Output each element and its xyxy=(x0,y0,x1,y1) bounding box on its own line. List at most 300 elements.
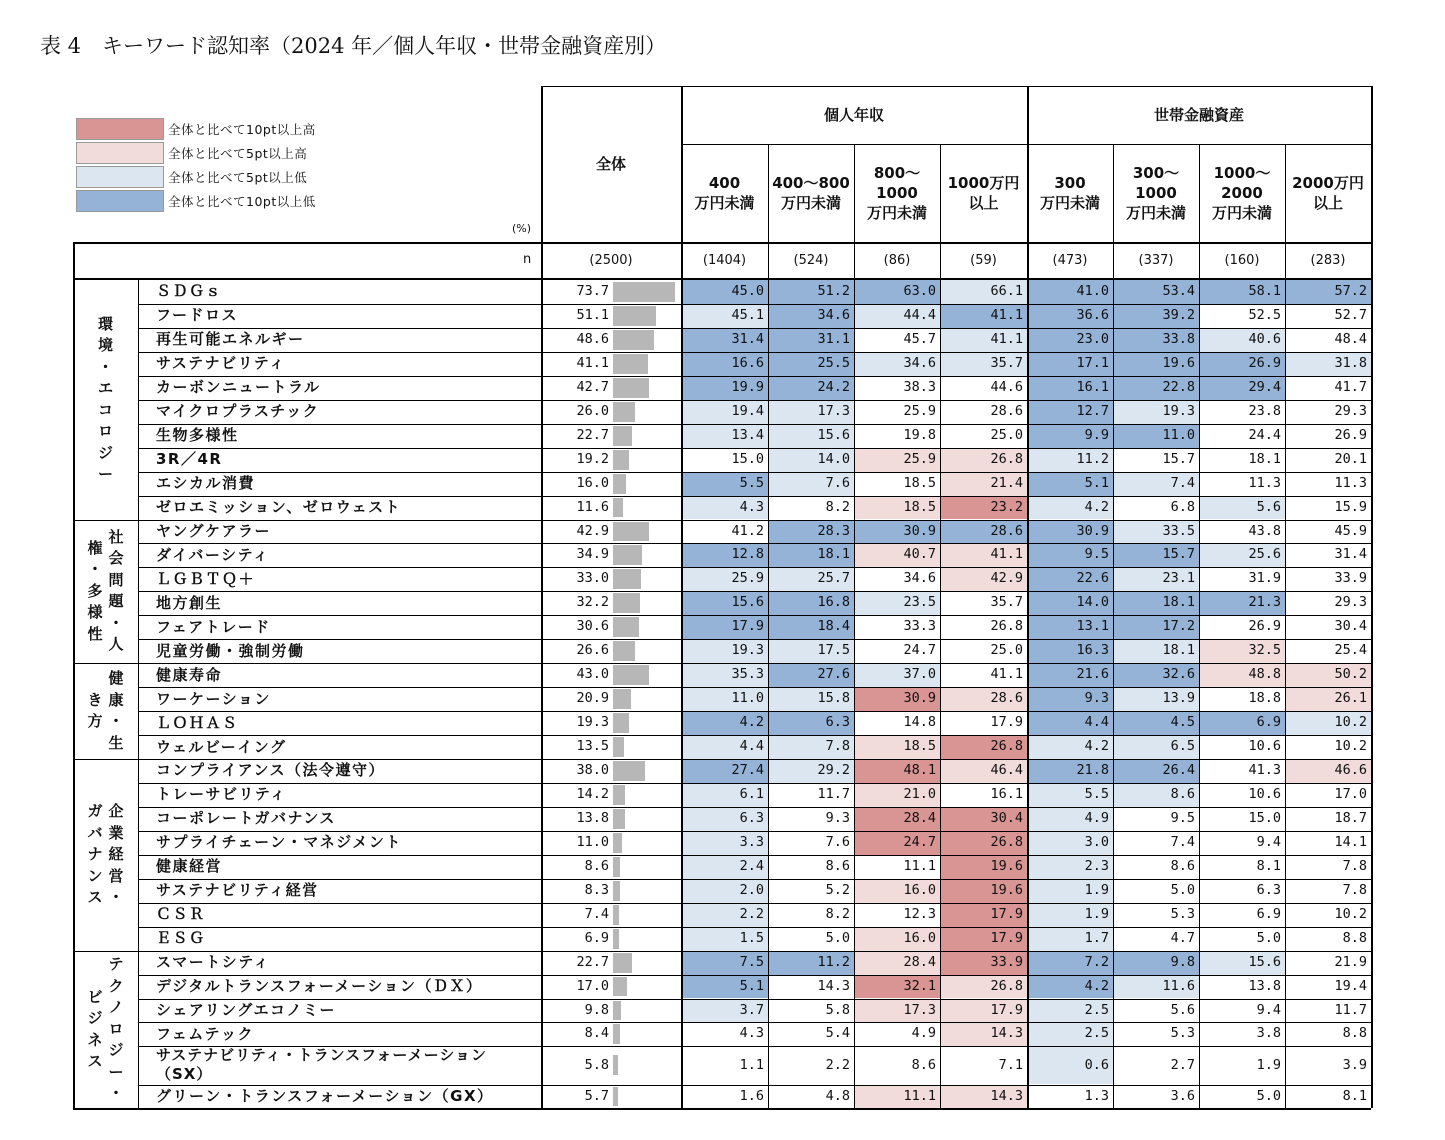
column-header-total: 全体 xyxy=(595,155,626,173)
legend-label: 全体と比べて10pt以上高 xyxy=(168,122,316,137)
value-cell: 26.8 xyxy=(940,735,1027,759)
total-value: 8.3 xyxy=(584,881,609,898)
category-char: 環 xyxy=(97,314,113,333)
column-header-line: 2000万円 xyxy=(1292,174,1364,192)
value-cell: 5.3 xyxy=(1170,1025,1195,1042)
total-bar xyxy=(613,1055,618,1075)
value-cell: 4.9 xyxy=(1027,807,1113,831)
category-char: コ xyxy=(97,400,113,419)
category-char: 康 xyxy=(108,690,124,709)
total-value: 17.0 xyxy=(576,977,609,994)
value-cell: 10.2 xyxy=(1334,905,1367,922)
value-cell: 13.8 xyxy=(1248,977,1281,994)
category-char: ガ xyxy=(87,802,103,821)
value-cell: 26.8 xyxy=(990,618,1023,635)
value-cell: 29.4 xyxy=(1199,376,1285,400)
column-header xyxy=(681,144,768,242)
keyword-label: ウェルビーイング xyxy=(156,737,287,756)
total-value: 11.6 xyxy=(576,498,609,515)
grid-line xyxy=(138,975,1371,976)
column-header xyxy=(1027,144,1113,242)
total-value: 13.8 xyxy=(576,809,609,826)
value-cell: 2.0 xyxy=(681,879,768,903)
column-header-line: 万円未満 xyxy=(780,194,841,212)
value-cell: 8.6 xyxy=(911,1057,936,1074)
value-cell: 58.1 xyxy=(1199,280,1285,304)
value-cell: 12.7 xyxy=(1027,400,1113,424)
grid-line xyxy=(138,278,139,1108)
column-header xyxy=(768,144,854,242)
value-cell: 41.2 xyxy=(731,522,764,539)
value-cell: 6.9 xyxy=(1199,711,1285,735)
value-cell: 35.7 xyxy=(990,594,1023,611)
n-label: n xyxy=(523,252,532,267)
value-cell: 37.0 xyxy=(854,663,940,687)
value-cell: 9.3 xyxy=(1027,687,1113,711)
value-cell: 17.9 xyxy=(940,999,1027,1023)
value-cell: 33.9 xyxy=(1334,570,1367,587)
value-cell: 39.2 xyxy=(1113,304,1199,328)
category-char: ナ xyxy=(87,845,103,864)
category-char: 営 xyxy=(108,866,124,885)
value-cell: 19.9 xyxy=(681,376,768,400)
value-cell: 19.3 xyxy=(1113,400,1199,424)
legend-item xyxy=(76,166,307,188)
keyword-label: マイクロプラスチック xyxy=(156,402,320,421)
total-value: 73.7 xyxy=(576,283,609,299)
category-char: テ xyxy=(108,955,124,974)
value-cell: 4.2 xyxy=(1027,496,1113,520)
grid-line xyxy=(138,1022,1371,1023)
total-bar xyxy=(613,929,619,949)
category-char: 企 xyxy=(108,802,124,821)
keyword-label: フェムテック xyxy=(156,1024,254,1043)
category-char: ー xyxy=(97,465,113,484)
value-cell: 16.8 xyxy=(768,591,854,615)
value-cell: 28.3 xyxy=(768,520,854,544)
value-cell: 41.1 xyxy=(990,666,1023,683)
keyword-label: フェアトレード xyxy=(156,617,271,636)
value-cell: 19.6 xyxy=(940,855,1027,879)
value-cell: 23.1 xyxy=(1113,567,1199,591)
group-header: 個人年収 xyxy=(823,106,884,124)
value-cell: 4.4 xyxy=(1027,711,1113,735)
keyword-label: コーポレートガバナンス xyxy=(156,809,336,828)
total-value: 34.9 xyxy=(576,546,609,563)
grid-line xyxy=(73,278,1371,280)
column-header xyxy=(854,144,940,242)
value-cell: 8.6 xyxy=(825,857,850,874)
value-cell: 15.8 xyxy=(768,687,854,711)
value-cell: 24.7 xyxy=(854,831,940,855)
total-bar xyxy=(613,761,645,781)
column-header-line: 400 xyxy=(708,174,741,192)
category-char: ロ xyxy=(97,422,113,441)
grid-line xyxy=(854,144,855,1108)
sample-size: (59) xyxy=(970,252,997,268)
total-value: 41.1 xyxy=(576,354,609,371)
total-bar xyxy=(613,641,635,661)
column-header-line: 万円未満 xyxy=(1125,204,1186,222)
category-label xyxy=(73,951,138,1109)
total-bar xyxy=(613,282,675,302)
category-label-column xyxy=(109,801,124,909)
keyword-label: 健康経営 xyxy=(156,857,223,876)
category-char: 性 xyxy=(87,624,103,643)
sample-size: (524) xyxy=(793,252,829,268)
value-cell: 22.8 xyxy=(1113,376,1199,400)
value-cell: 30.9 xyxy=(854,687,940,711)
value-cell: 45.1 xyxy=(681,304,768,328)
value-cell: 22.6 xyxy=(1027,567,1113,591)
value-cell: 21.6 xyxy=(1027,663,1113,687)
value-cell: 41.1 xyxy=(940,543,1027,567)
keyword-label: ＬＯＨＡＳ xyxy=(156,713,239,732)
value-cell: 6.3 xyxy=(1256,881,1281,898)
category-char: エ xyxy=(97,379,113,398)
category-label xyxy=(73,663,138,759)
keyword-label: サプライチェーン・マネジメント xyxy=(156,833,402,852)
column-header-line: 300 xyxy=(1054,174,1086,192)
value-cell: 9.5 xyxy=(1170,809,1195,826)
column-header-line: 1000 xyxy=(1135,184,1177,202)
value-cell: 8.1 xyxy=(1256,857,1281,874)
value-cell: 3.0 xyxy=(1027,831,1113,855)
value-cell: 19.6 xyxy=(1113,352,1199,376)
grid-line xyxy=(138,831,1371,832)
category-char: 会 xyxy=(108,549,124,568)
value-cell: 25.9 xyxy=(681,567,768,591)
value-cell: 1.9 xyxy=(1256,1057,1281,1074)
category-char: 問 xyxy=(108,570,124,589)
sample-size: (473) xyxy=(1052,252,1088,268)
value-cell: 16.1 xyxy=(990,785,1023,802)
grid-line xyxy=(138,999,1371,1000)
value-cell: 28.6 xyxy=(990,402,1023,419)
total-bar xyxy=(613,785,625,805)
total-value: 16.0 xyxy=(576,474,609,491)
value-cell: 4.8 xyxy=(825,1087,850,1104)
keyword-label: 地方創生 xyxy=(156,593,223,612)
value-cell: 15.7 xyxy=(1162,450,1195,467)
grid-line xyxy=(541,86,543,1108)
unit-label: (%) xyxy=(512,222,532,235)
total-bar xyxy=(613,617,639,637)
value-cell: 27.6 xyxy=(768,663,854,687)
category-label-column xyxy=(109,668,124,754)
category-char: ロ xyxy=(108,1019,124,1038)
value-cell: 6.3 xyxy=(768,711,854,735)
keyword-label: エシカル消費 xyxy=(156,474,256,493)
value-cell: 5.1 xyxy=(1027,472,1113,496)
value-cell: 29.3 xyxy=(1334,402,1367,419)
grid-line xyxy=(940,144,941,1108)
value-cell: 10.2 xyxy=(1285,711,1371,735)
value-cell: 25.6 xyxy=(1199,543,1285,567)
grid-line xyxy=(138,304,1371,305)
value-cell: 30.4 xyxy=(940,807,1027,831)
sample-size: (337) xyxy=(1138,252,1174,268)
grid-line xyxy=(138,735,1371,736)
legend-swatch xyxy=(76,166,164,188)
value-cell: 7.8 xyxy=(1342,857,1367,874)
grid-line xyxy=(681,144,1371,145)
total-value: 22.7 xyxy=(576,953,609,970)
column-header-line: 万円未満 xyxy=(866,204,927,222)
sample-size: (160) xyxy=(1224,252,1260,268)
value-cell: 19.4 xyxy=(1334,977,1367,994)
value-cell: 11.1 xyxy=(854,1085,940,1109)
total-bar xyxy=(613,378,649,398)
value-cell: 10.6 xyxy=(1248,785,1281,802)
value-cell: 15.6 xyxy=(1199,951,1285,975)
value-cell: 0.6 xyxy=(1027,1046,1113,1084)
value-cell: 15.6 xyxy=(681,591,768,615)
value-cell: 1.9 xyxy=(1027,879,1113,903)
grid-line xyxy=(138,1046,1371,1047)
value-cell: 16.1 xyxy=(1027,376,1113,400)
value-cell: 63.0 xyxy=(854,280,940,304)
column-header-line: 万円未満 xyxy=(694,194,755,212)
value-cell: 30.9 xyxy=(854,520,940,544)
value-cell: 14.3 xyxy=(940,1022,1027,1046)
total-bar xyxy=(613,833,622,853)
category-char: 様 xyxy=(87,603,103,622)
column-header-line: 300～ xyxy=(1132,164,1180,182)
total-bar xyxy=(613,953,632,973)
value-cell: 13.4 xyxy=(681,424,768,448)
value-cell: 29.3 xyxy=(1334,594,1367,611)
total-bar xyxy=(613,713,629,733)
value-cell: 6.3 xyxy=(681,807,768,831)
grid-line xyxy=(138,543,1371,544)
value-cell: 18.1 xyxy=(1113,639,1199,663)
value-cell: 2.7 xyxy=(1170,1057,1195,1074)
value-cell: 41.3 xyxy=(1248,762,1281,778)
value-cell: 3.9 xyxy=(1342,1057,1367,1074)
value-cell: 17.9 xyxy=(681,615,768,639)
sample-size: (2500) xyxy=(589,252,633,268)
category-char: 境 xyxy=(97,336,113,355)
value-cell: 15.6 xyxy=(768,424,854,448)
legend-item xyxy=(76,142,307,164)
total-value: 9.8 xyxy=(584,1001,609,1018)
value-cell: 31.4 xyxy=(681,328,768,352)
grid-line xyxy=(73,663,1371,664)
value-cell: 28.4 xyxy=(854,807,940,831)
value-cell: 19.4 xyxy=(681,400,768,424)
value-cell: 9.3 xyxy=(825,809,850,826)
value-cell: 14.8 xyxy=(903,714,936,731)
total-bar xyxy=(613,354,648,374)
value-cell: 16.0 xyxy=(854,927,940,951)
column-header-line: 1000 xyxy=(876,184,918,202)
category-char: 題 xyxy=(108,592,124,611)
grid-line xyxy=(138,496,1371,497)
value-cell: 12.3 xyxy=(903,905,936,922)
value-cell: 18.5 xyxy=(854,735,940,759)
category-label-column xyxy=(87,987,102,1073)
total-value: 42.7 xyxy=(576,378,609,395)
keyword-label: ＥＳＧ xyxy=(156,929,206,948)
category-char: ン xyxy=(87,866,103,885)
grid-line xyxy=(73,242,1371,244)
category-label-column xyxy=(109,527,124,656)
value-cell: 17.9 xyxy=(940,903,1027,927)
total-value: 14.2 xyxy=(576,785,609,802)
value-cell: 45.9 xyxy=(1334,522,1367,539)
value-cell: 48.4 xyxy=(1334,330,1367,347)
grid-line xyxy=(138,783,1371,784)
value-cell: 4.3 xyxy=(681,496,768,520)
category-char: ・ xyxy=(108,613,124,632)
column-header-line: 2000 xyxy=(1221,184,1263,202)
value-cell: 9.5 xyxy=(1027,543,1113,567)
value-cell: 33.8 xyxy=(1113,328,1199,352)
value-cell: 21.0 xyxy=(854,783,940,807)
grid-line xyxy=(138,448,1371,449)
grid-line xyxy=(138,687,1371,688)
grid-line xyxy=(541,86,1371,87)
value-cell: 6.8 xyxy=(1170,498,1195,515)
value-cell: 31.8 xyxy=(1285,352,1371,376)
value-cell: 32.5 xyxy=(1199,639,1285,663)
total-bar xyxy=(613,1001,621,1021)
legend-label: 全体と比べて10pt以上低 xyxy=(168,194,316,209)
value-cell: 44.4 xyxy=(854,304,940,328)
total-value: 26.6 xyxy=(576,642,609,659)
value-cell: 30.4 xyxy=(1334,618,1367,635)
value-cell: 18.1 xyxy=(768,543,854,567)
value-cell: 23.0 xyxy=(1027,328,1113,352)
value-cell: 34.6 xyxy=(854,352,940,376)
value-cell: 17.9 xyxy=(940,927,1027,951)
value-cell: 2.2 xyxy=(681,903,768,927)
sample-size: (283) xyxy=(1310,252,1346,268)
category-char: ビ xyxy=(87,987,103,1006)
grid-line xyxy=(138,879,1371,880)
grid-line xyxy=(73,951,1371,952)
total-value: 8.6 xyxy=(584,857,609,874)
value-cell: 17.1 xyxy=(1027,352,1113,376)
category-char: 方 xyxy=(87,712,103,731)
keyword-label: ゼロエミッション、ゼロウェスト xyxy=(156,498,402,517)
group-header: 世帯金融資産 xyxy=(1153,106,1244,124)
grid-line xyxy=(73,1108,1371,1110)
total-value: 42.9 xyxy=(576,522,609,539)
value-cell: 34.6 xyxy=(768,304,854,328)
grid-line xyxy=(138,615,1371,616)
value-cell: 4.2 xyxy=(1027,975,1113,999)
value-cell: 46.6 xyxy=(1285,759,1371,783)
value-cell: 52.7 xyxy=(1334,306,1367,323)
value-cell: 46.4 xyxy=(940,759,1027,783)
keyword-label: 生物多様性 xyxy=(156,426,239,445)
value-cell: 11.0 xyxy=(681,687,768,711)
value-cell: 25.9 xyxy=(854,448,940,472)
value-cell: 7.6 xyxy=(768,472,854,496)
grid-line xyxy=(73,759,1371,760)
value-cell: 57.2 xyxy=(1285,280,1371,304)
total-bar xyxy=(613,1024,620,1044)
value-cell: 18.1 xyxy=(1248,450,1281,467)
grid-line xyxy=(1285,144,1286,1108)
value-cell: 18.5 xyxy=(903,474,936,491)
column-header xyxy=(1199,144,1285,242)
keyword-label: ヤングケアラー xyxy=(156,521,272,540)
value-cell: 32.1 xyxy=(854,975,940,999)
value-cell: 40.7 xyxy=(854,543,940,567)
category-char: ク xyxy=(108,976,124,995)
value-cell: 11.3 xyxy=(1334,474,1367,491)
category-label xyxy=(73,280,138,520)
value-cell: 4.7 xyxy=(1170,929,1195,946)
value-cell: 26.9 xyxy=(1248,618,1281,635)
value-cell: 11.3 xyxy=(1248,474,1281,491)
grid-line xyxy=(681,86,683,1108)
value-cell: 5.5 xyxy=(681,472,768,496)
value-cell: 36.6 xyxy=(1027,304,1113,328)
value-cell: 33.9 xyxy=(940,951,1027,975)
value-cell: 17.2 xyxy=(1113,615,1199,639)
category-char: ノ xyxy=(108,998,124,1017)
value-cell: 17.3 xyxy=(854,999,940,1023)
total-value: 6.9 xyxy=(584,929,609,946)
total-value: 11.0 xyxy=(576,833,609,850)
total-bar xyxy=(613,426,632,446)
value-cell: 2.5 xyxy=(1027,999,1113,1023)
value-cell: 6.5 xyxy=(1113,735,1199,759)
value-cell: 41.1 xyxy=(940,304,1027,328)
value-cell: 23.5 xyxy=(854,591,940,615)
keyword-label: トレーサビリティ xyxy=(156,785,287,804)
category-char: 生 xyxy=(108,733,124,752)
value-cell: 8.6 xyxy=(1113,783,1199,807)
sample-size: (86) xyxy=(883,252,911,268)
value-cell: 5.6 xyxy=(1170,1001,1195,1018)
value-cell: 15.9 xyxy=(1334,498,1367,515)
value-cell: 1.7 xyxy=(1027,927,1113,951)
value-cell: 8.1 xyxy=(1342,1087,1367,1104)
value-cell: 28.4 xyxy=(854,951,940,975)
keyword-label: 児童労働・強制労働 xyxy=(156,641,305,660)
total-value: 19.2 xyxy=(576,450,609,467)
value-cell: 1.1 xyxy=(739,1057,764,1074)
value-cell: 45.7 xyxy=(903,330,936,347)
value-cell: 31.9 xyxy=(1248,570,1281,587)
grid-line xyxy=(138,472,1371,473)
value-cell: 44.6 xyxy=(990,378,1023,395)
value-cell: 11.2 xyxy=(768,951,854,975)
column-header-line: 1000万円 xyxy=(947,174,1020,192)
category-label-column xyxy=(109,954,124,1105)
column-header-line: 以上 xyxy=(968,194,999,212)
grid-line xyxy=(138,424,1371,425)
total-value: 8.4 xyxy=(584,1025,609,1042)
value-cell: 7.5 xyxy=(681,951,768,975)
value-cell: 27.4 xyxy=(681,759,768,783)
total-bar xyxy=(613,498,623,518)
value-cell: 17.5 xyxy=(768,639,854,663)
value-cell: 15.0 xyxy=(1248,809,1281,826)
value-cell: 25.7 xyxy=(768,567,854,591)
total-bar xyxy=(613,306,656,326)
value-cell: 2.4 xyxy=(681,855,768,879)
total-bar xyxy=(613,737,624,757)
total-value: 48.6 xyxy=(576,330,609,347)
value-cell: 32.6 xyxy=(1113,663,1199,687)
value-cell: 51.2 xyxy=(768,280,854,304)
